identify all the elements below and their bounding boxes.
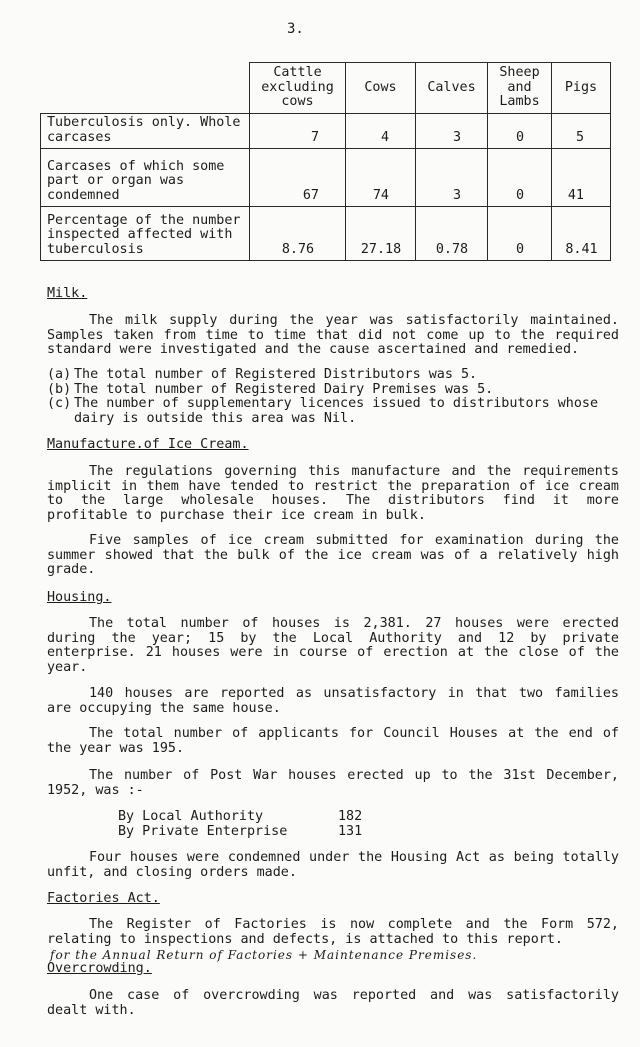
overcrowding-heading: Overcrowding. <box>47 961 152 976</box>
ice-cream-heading: Manufacture.of Ice Cream. <box>47 437 249 452</box>
cell: 8.76 <box>250 207 346 261</box>
milk-heading: Milk. <box>47 286 88 301</box>
cell: 41 <box>552 149 611 207</box>
housing-paragraph-3: The total number of applicants for Council Houses at the end of the year was 195. <box>47 726 619 756</box>
cell: 0.78 <box>416 207 488 261</box>
cell: 7 <box>250 114 346 149</box>
cell: 3 <box>416 114 488 149</box>
list-item: (b) The total number of Registered Dairy Premises was 5. <box>47 381 494 397</box>
list-item: By Private Enterprise 131 <box>118 823 363 839</box>
milk-list <box>47 368 619 426</box>
meat-inspection-table <box>40 62 611 261</box>
housing-heading: Housing. <box>47 590 112 605</box>
table-header-row <box>41 63 611 114</box>
housing-paragraph-5: Four houses were condemned under the Housing Act as being totally unfit, and closing orders made. <box>47 850 619 880</box>
housing-paragraph-2: 140 houses are reported as unsatisfactory in that two families are occupying the same house. <box>47 686 619 716</box>
header-sheep: Sheep and Lambs <box>488 63 552 114</box>
cell: 0 <box>488 149 552 207</box>
list-item: (a) The total number of Registered Distributors was 5. <box>47 367 478 382</box>
table-row <box>41 207 611 261</box>
cell: 0 <box>488 114 552 149</box>
cell: 3 <box>416 149 488 207</box>
header-pigs: Pigs <box>552 63 611 114</box>
housing-paragraph-1: The total number of houses is 2,381. 27 houses were erected during the year; 15 by the Local Authority and 12 by private enterprise. 21 houses were in course of erection at the close of the year. <box>47 616 619 675</box>
row-label: Percentage of the number inspected affected with tuberculosis <box>41 207 250 261</box>
table-row <box>41 114 611 149</box>
page-number: 3. <box>287 21 304 37</box>
table-row <box>41 149 611 207</box>
header-cows: Cows <box>346 63 416 114</box>
post-war-houses <box>118 810 418 839</box>
milk-paragraph: The milk supply during the year was satisfactorily maintained. Samples taken from time to time that did not come up to the required standard were investigated and the cause ascertained and remedied. <box>47 313 619 357</box>
overcrowding-paragraph: One case of overcrowding was reported and was satisfactorily dealt with. <box>47 988 619 1018</box>
cell: 0 <box>488 207 552 261</box>
list-item: By Local Authority 182 <box>118 809 363 824</box>
header-empty <box>41 63 250 114</box>
factories-paragraph: The Register of Factories is now complete and the Form 572, relating to inspections and defects, is attached to this report. <box>47 917 619 947</box>
list-item: (c) The number of supplementary licences issued to distributors whose dairy is outside this area was Nil. <box>47 396 599 426</box>
ice-cream-paragraph-1: The regulations governing this manufacture and the requirements implicit in them have tended to restrict the preparation of ice cream to the large wholesale houses. The distributors find it more profitable to purchase their ice cream in bulk. <box>47 464 619 523</box>
factories-heading: Factories Act. <box>47 891 160 906</box>
cell: 5 <box>552 114 611 149</box>
header-calves: Calves <box>416 63 488 114</box>
row-label: Tuberculosis only. Whole carcases <box>41 114 250 149</box>
cell: 8.41 <box>552 207 611 261</box>
handwritten-note: for the Annual Return of Factories + Maintenance Premises. <box>50 948 478 962</box>
housing-paragraph-4: The number of Post War houses erected up to the 31st December, 1952, was :- <box>47 768 619 798</box>
cell: 74 <box>346 149 416 207</box>
ice-cream-paragraph-2: Five samples of ice cream submitted for examination during the summer showed that the bulk of the ice cream was of a relatively high grade. <box>47 533 619 577</box>
cell: 27.18 <box>346 207 416 261</box>
header-cattle: Cattle excluding cows <box>250 63 346 114</box>
cell: 67 <box>250 149 346 207</box>
cell: 4 <box>346 114 416 149</box>
row-label: Carcases of which some part or organ was condemned <box>41 149 250 207</box>
